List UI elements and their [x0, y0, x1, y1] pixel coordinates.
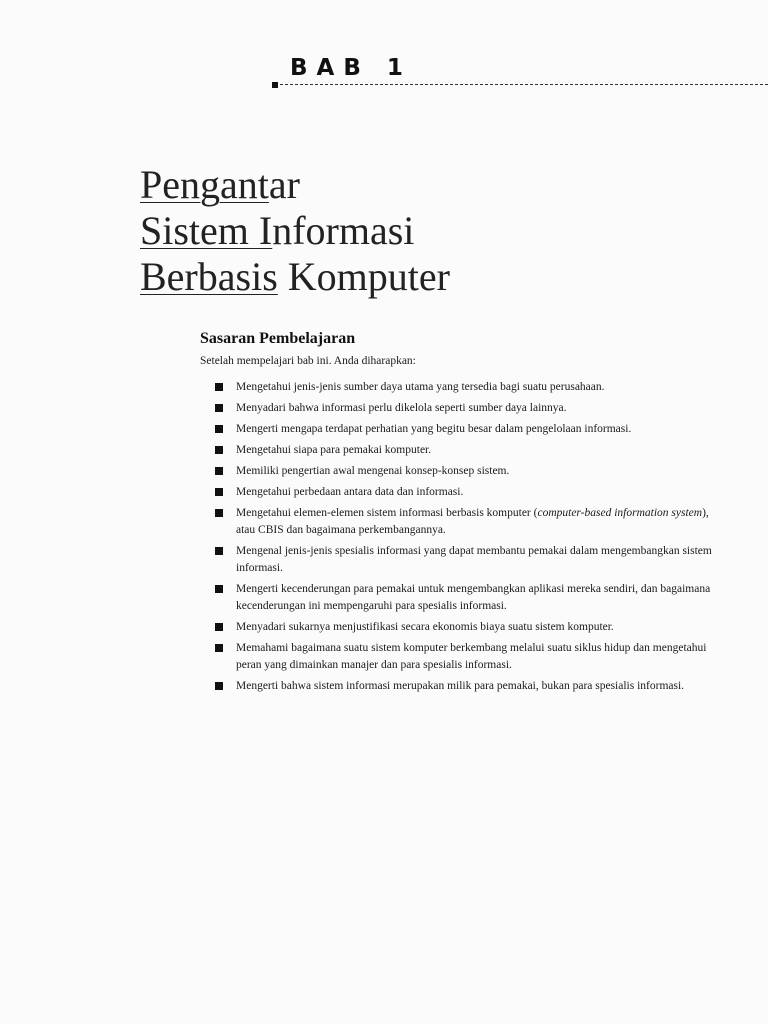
square-bullet-icon — [215, 383, 223, 391]
list-item: Mengetahui elemen-elemen sistem informasi berbasis komputer (computer-based information system), atau CBIS dan bagaimana perkembangannya. — [200, 505, 720, 539]
list-item: Mengerti kecenderungan para pemakai untuk mengembangkan aplikasi mereka sendiri, dan bagaimana kecenderungan ini mempengaruhi para spesialis informasi. — [200, 581, 720, 615]
square-bullet-icon — [215, 623, 223, 631]
square-bullet-icon — [215, 404, 223, 412]
list-item: Mengenal jenis-jenis spesialis informasi yang dapat membantu pemakai dalam mengembangkan sistem informasi. — [200, 543, 720, 577]
square-bullet-icon — [215, 682, 223, 690]
chapter-label: BAB 1 — [290, 55, 412, 81]
list-item: Memiliki pengertian awal mengenai konsep-konsep sistem. — [200, 463, 720, 480]
list-item: Mengetahui perbedaan antara data dan informasi. — [200, 484, 720, 501]
square-bullet-icon — [215, 509, 223, 517]
square-bullet-icon — [215, 488, 223, 496]
objectives-list — [200, 379, 720, 695]
dashed-rule — [280, 84, 768, 85]
square-bullet-icon — [215, 585, 223, 593]
intro-text: Setelah mempelajari bab ini. Anda diharapkan: — [200, 355, 416, 367]
square-bullet-icon — [215, 425, 223, 433]
list-item: Mengerti bahwa sistem informasi merupakan milik para pemakai, bukan para spesialis informasi. — [200, 678, 720, 695]
title-line-1: Pengantar — [140, 162, 300, 207]
list-item: Memahami bagaimana suatu sistem komputer berkembang melalui suatu siklus hidup dan mengetahui peran yang dimainkan manajer dan para spesialis informasi. — [200, 640, 720, 674]
list-item: Mengetahui jenis-jenis sumber daya utama yang tersedia bagi suatu perusahaan. — [200, 379, 720, 396]
section-heading: Sasaran Pembelajaran — [200, 330, 356, 347]
title-line-2: Sistem Informasi — [140, 208, 415, 253]
list-item: Menyadari bahwa informasi perlu dikelola seperti sumber daya lainnya. — [200, 400, 720, 417]
square-bullet-icon — [215, 446, 223, 454]
list-item: Mengetahui siapa para pemakai komputer. — [200, 442, 720, 459]
title-line-3: Berbasis Komputer — [140, 254, 450, 299]
learning-objectives — [200, 330, 720, 699]
rule-square — [272, 82, 278, 88]
list-item: Mengerti mengapa terdapat perhatian yang begitu besar dalam pengelolaan informasi. — [200, 421, 720, 438]
chapter-title — [140, 162, 450, 300]
square-bullet-icon — [215, 547, 223, 555]
square-bullet-icon — [215, 467, 223, 475]
square-bullet-icon — [215, 644, 223, 652]
list-item: Menyadari sukarnya menjustifikasi secara ekonomis biaya suatu sistem komputer. — [200, 619, 720, 636]
